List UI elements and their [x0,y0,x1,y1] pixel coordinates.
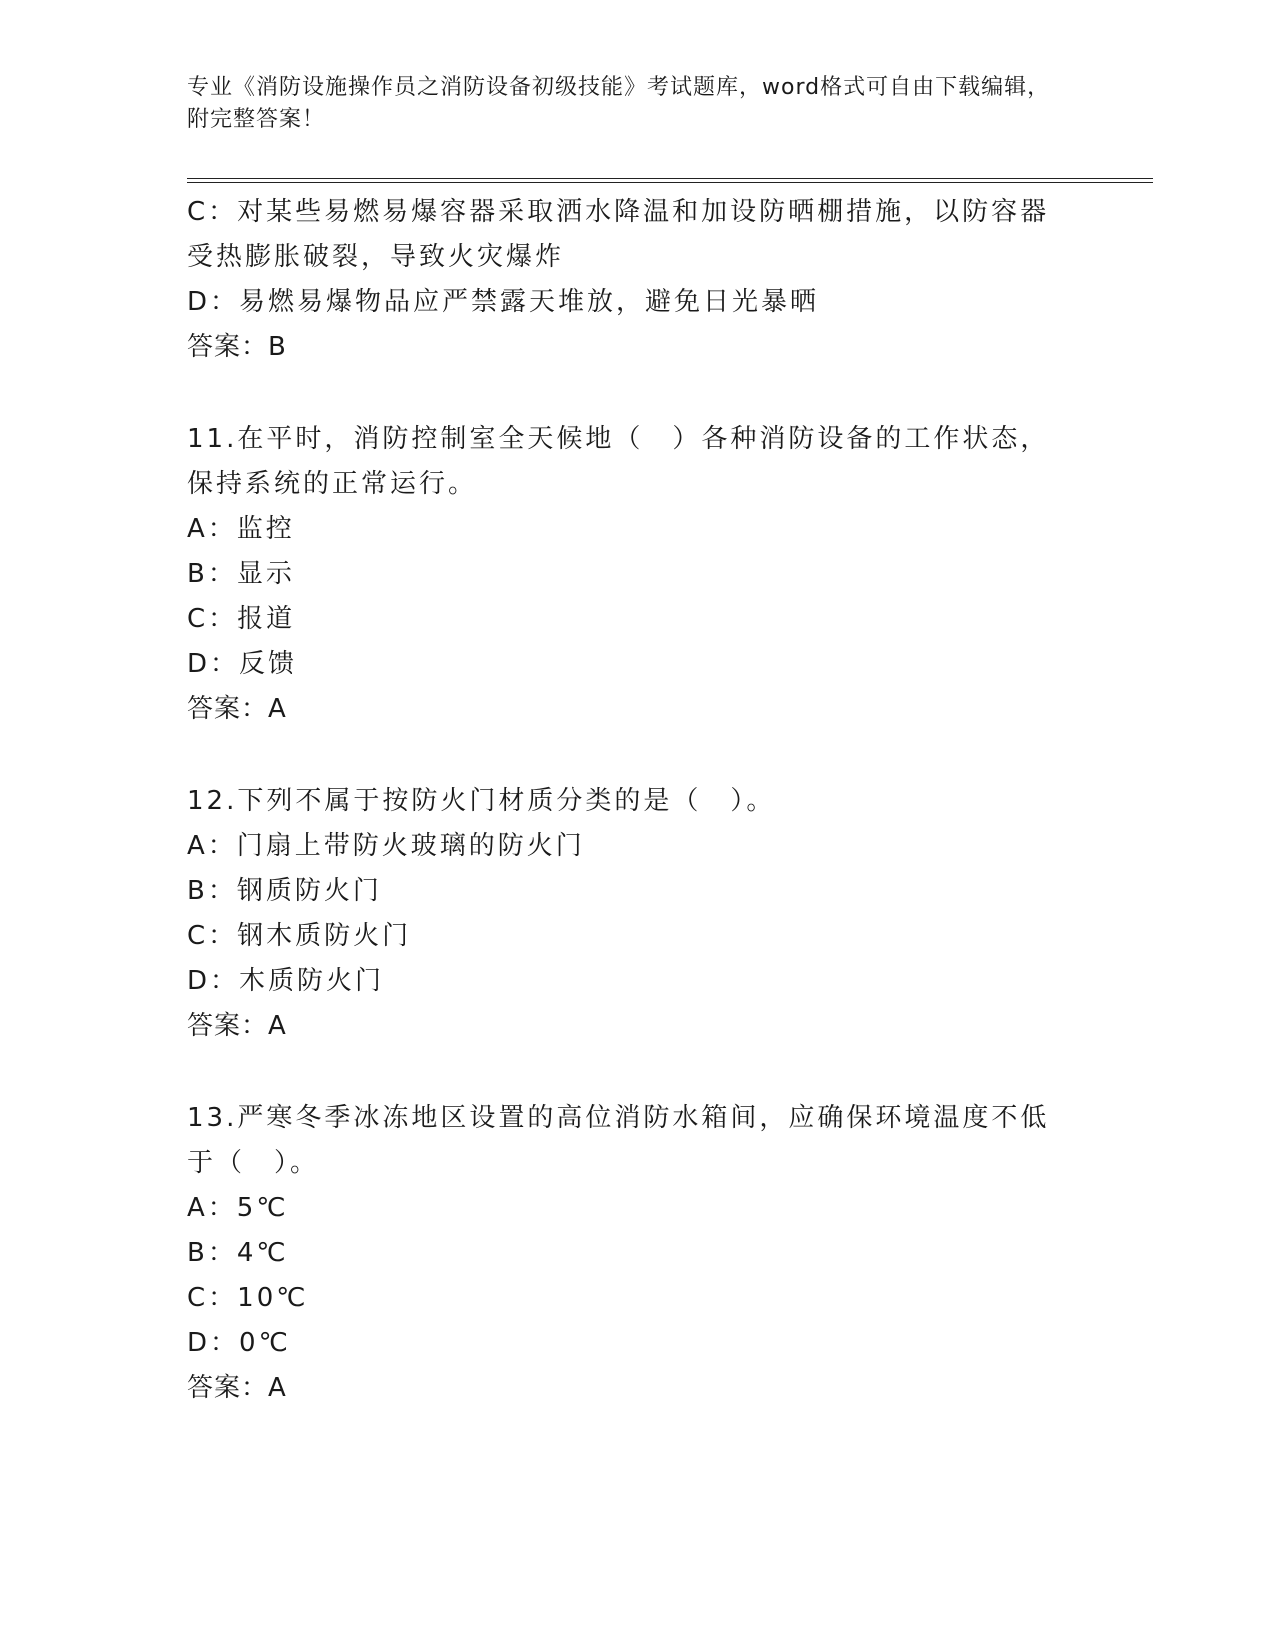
option-d: D：木质防火门 [187,966,385,996]
option-b: B：4℃ [187,1238,289,1268]
question-list [187,190,1067,1411]
question-stem: 11.在平时，消防控制室全天候地（ ）各种消防设备的工作状态，保持系统的正常运行。 [187,424,1050,499]
option-a: A：门扇上带防火玻璃的防火门 [187,831,585,861]
option-a: A：5℃ [187,1193,289,1223]
option-c: C：10℃ [187,1283,309,1313]
question-stem: 13.严寒冬季冰冻地区设置的高位消防水箱间，应确保环境温度不低于（ ）。 [187,1103,1050,1178]
question-stem: 12.下列不属于按防火门材质分类的是（ ）。 [187,786,776,816]
spacer [187,732,1067,779]
header-divider-top [187,178,1153,179]
answer-line: 答案：B [187,332,287,362]
option-c: C：报道 [187,604,296,634]
option-d: D：0℃ [187,1328,291,1358]
answer-line: 答案：A [187,1373,287,1403]
question-13 [187,1096,1067,1411]
document-header: 专业《消防设施操作员之消防设备初级技能》考试题库，word格式可自由下载编辑，附完整答案！ [187,75,1051,132]
prev-question-block [187,190,1067,370]
answer-line: 答案：A [187,694,287,724]
question-11 [187,417,1067,732]
option-c: C：对某些易燃易爆容器采取洒水降温和加设防晒棚措施，以防容器受热膨胀破裂，导致火灾爆炸 [187,197,1050,272]
spacer [187,370,1067,417]
option-d: D：易燃易爆物品应严禁露天堆放，避免日光暴晒 [187,287,820,317]
option-b: B：钢质防火门 [187,876,382,906]
spacer [187,1049,1067,1096]
header-divider-bottom [187,182,1153,183]
option-c: C：钢木质防火门 [187,921,412,951]
option-a: A：监控 [187,514,295,544]
option-b: B：显示 [187,559,295,589]
option-d: D：反馈 [187,649,298,679]
question-12 [187,779,1067,1049]
answer-line: 答案：A [187,1011,287,1041]
